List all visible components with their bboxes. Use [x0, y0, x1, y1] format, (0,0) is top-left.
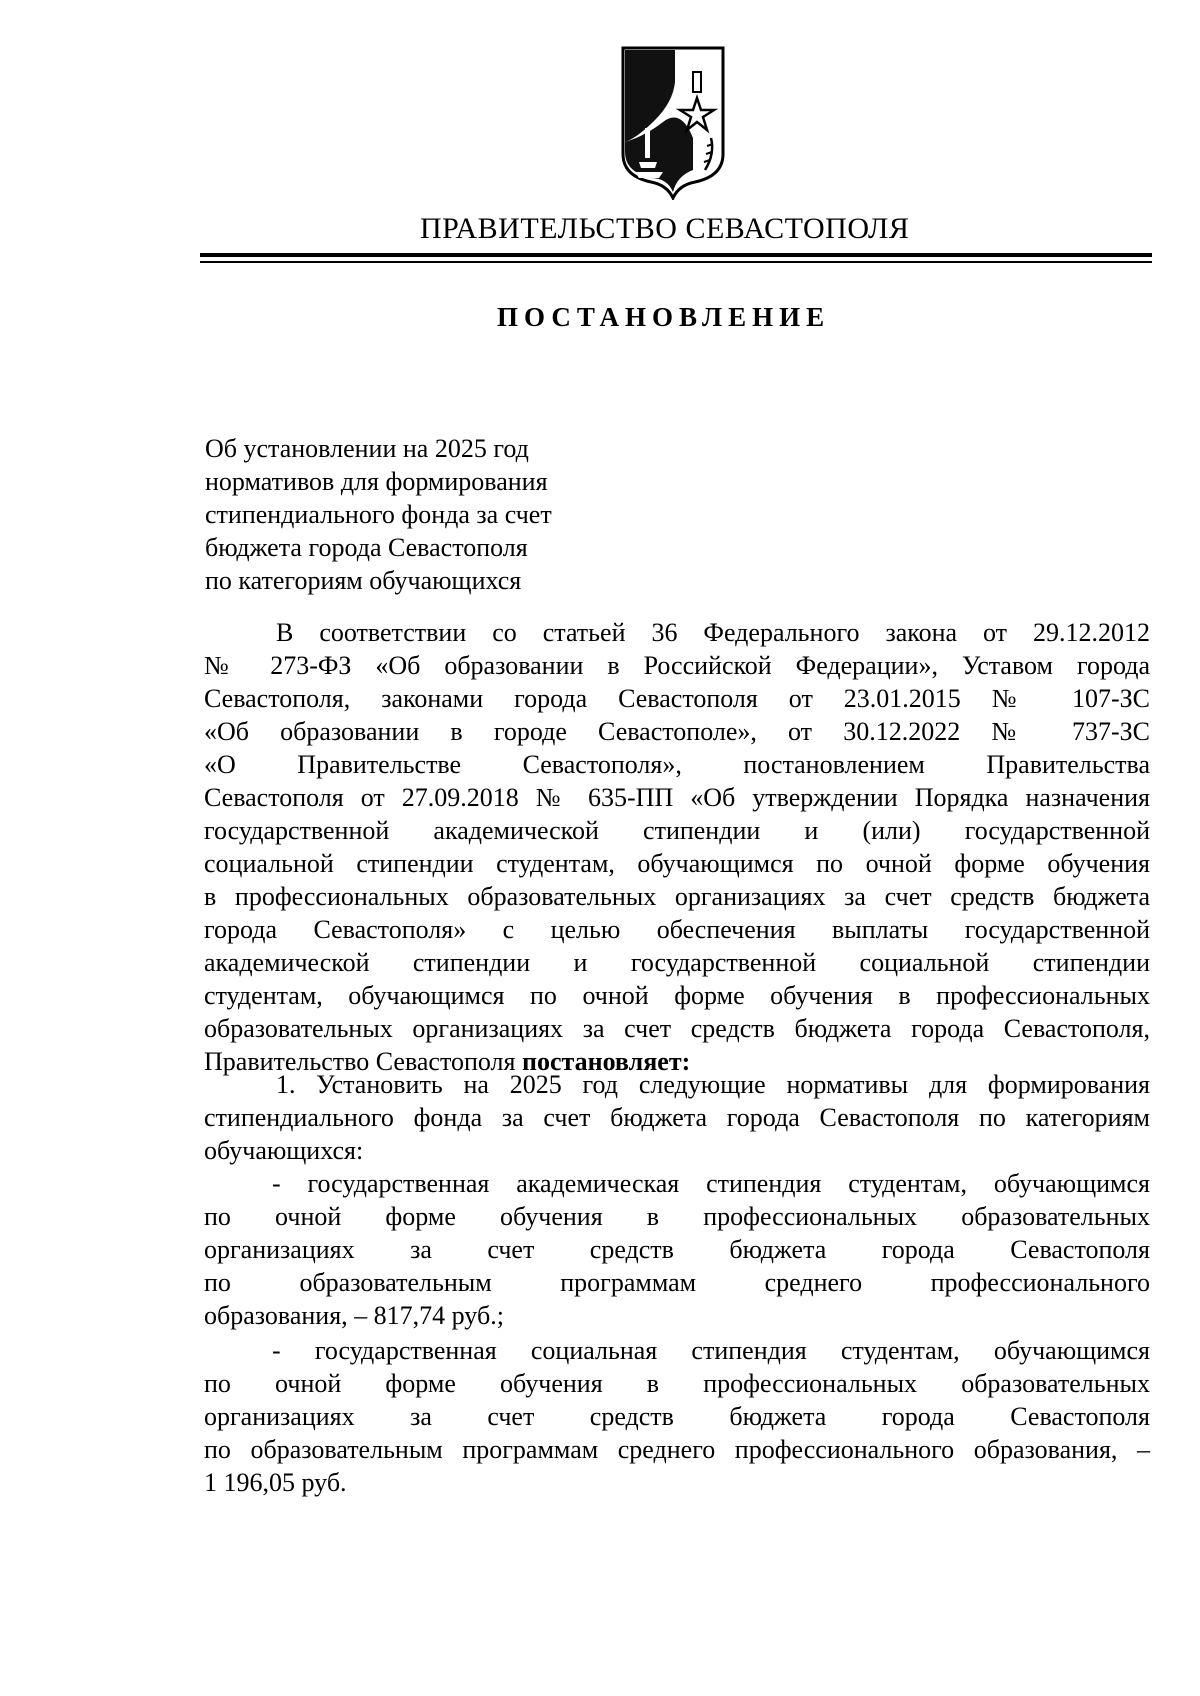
preamble-line: академической стипендии и государственной социальной стипендии	[204, 948, 1150, 977]
header-divider-thin	[200, 261, 1152, 263]
preamble-paragraph	[204, 616, 1150, 1078]
academic-item-line: по образовательным программам среднего профессионального	[204, 1268, 1150, 1297]
social-scholarship-item	[204, 1334, 1150, 1499]
social-item-amount-line: 1 196,05 руб.	[204, 1468, 347, 1497]
academic-item-line: по очной форме обучения в профессиональных образовательных	[204, 1202, 1150, 1231]
preamble-last-line-text: Правительство Севастополя	[204, 1047, 522, 1076]
item-1-paragraph	[204, 1068, 1150, 1167]
item-1-line: 1. Установить на 2025 год следующие нормативы для формирования	[276, 1070, 1150, 1099]
social-item-line: по очной форме обучения в профессиональных образовательных	[204, 1369, 1150, 1398]
subject-line: Об установлении на 2025 год	[205, 434, 529, 463]
academic-scholarship-item	[204, 1167, 1150, 1332]
social-item-line: по образовательным программам среднего профессионального образования, –	[204, 1435, 1150, 1464]
preamble-line: Севастополя, законами города Севастополя от 23.01.2015 № 107-ЗС	[204, 684, 1150, 713]
preamble-line: «О Правительстве Севастополя», постановлением Правительства	[204, 750, 1150, 779]
preamble-line: государственной академической стипендии и (или) государственной	[204, 816, 1150, 845]
government-name: ПРАВИТЕЛЬСТВО СЕВАСТОПОЛЯ	[420, 212, 910, 245]
preamble-line: № 273-ФЗ «Об образовании в Российской Федерации», Уставом города	[204, 651, 1150, 680]
preamble-line: в профессиональных образовательных организациях за счет средств бюджета	[204, 882, 1150, 911]
preamble-line: социальной стипендии студентам, обучающимся по очной форме обучения	[204, 849, 1150, 878]
preamble-line: города Севастополя» с целью обеспечения выплаты государственной	[204, 915, 1150, 944]
social-item-line: организациях за счет средств бюджета города Севастополя	[204, 1402, 1150, 1431]
header-divider-thick	[200, 253, 1152, 257]
preamble-line: студентам, обучающимся по очной форме обучения в профессиональных	[204, 981, 1150, 1010]
academic-item-line: организациях за счет средств бюджета города Севастополя	[204, 1235, 1150, 1264]
resolves-keyword: постановляет:	[521, 1047, 691, 1076]
item-1-line: обучающихся:	[204, 1136, 364, 1165]
document-type-title: ПОСТАНОВЛЕНИЕ	[497, 302, 831, 332]
preamble-line: образовательных организациях за счет средств бюджета города Севастополя,	[204, 1014, 1150, 1043]
sevastopol-coat-of-arms-icon	[615, 42, 731, 200]
preamble-line: «Об образовании в городе Севастополе», от 30.12.2022 № 737-ЗС	[204, 717, 1150, 746]
subject-line: по категориям обучающихся	[205, 566, 522, 595]
subject-line: бюджета города Севастополя	[205, 533, 528, 562]
document-subject	[205, 432, 635, 597]
preamble-line: Севастополя от 27.09.2018 № 635-ПП «Об утверждении Порядка назначения	[204, 783, 1150, 812]
social-item-line: - государственная социальная стипендия студентам, обучающимся	[272, 1336, 1150, 1365]
subject-line: нормативов для формирования	[205, 467, 548, 496]
preamble-line: В соответствии со статьей 36 Федерального закона от 29.12.2012	[276, 618, 1150, 647]
item-1-line: стипендиального фонда за счет бюджета города Севастополя по категориям	[204, 1103, 1150, 1132]
academic-item-line: - государственная академическая стипендия студентам, обучающимся	[272, 1169, 1150, 1198]
subject-line: стипендиального фонда за счет	[205, 500, 552, 529]
academic-item-amount-line: образования, – 817,74 руб.;	[204, 1301, 504, 1330]
